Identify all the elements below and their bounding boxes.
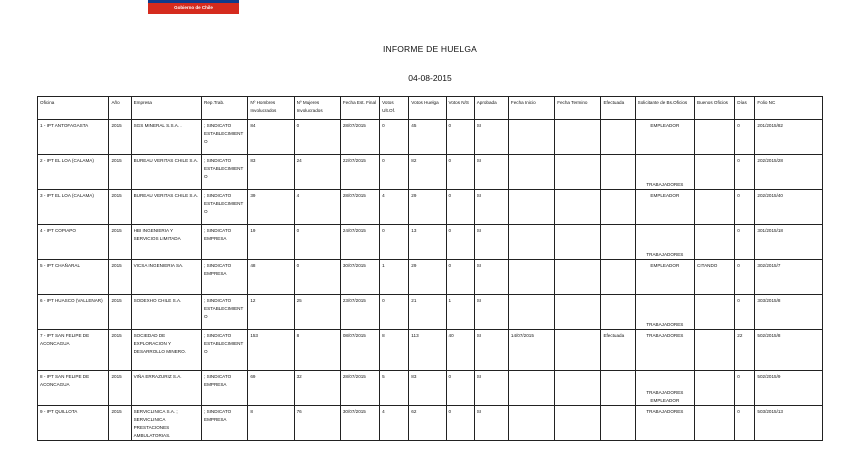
folio-cell: 502/2015/8 (755, 330, 823, 371)
table-row (38, 330, 823, 371)
empresa-cell: SERVICLINICA S.A. ; SERVICLINICA PRESTACIONES AMBULATORIAS. (131, 406, 201, 441)
dias-cell: 0 (735, 406, 755, 441)
anio-cell: 2015 (109, 155, 131, 190)
buenos-oficios-cell (695, 120, 735, 155)
mujeres-cell: 4 (294, 190, 340, 225)
fecha-termino-cell (555, 120, 601, 155)
anio-cell: 2015 (109, 371, 131, 406)
fecha-inicio-cell (508, 225, 554, 260)
efectuada-cell (601, 295, 635, 330)
mujeres-cell: 0 (294, 225, 340, 260)
table-row (38, 120, 823, 155)
buenos-oficios-cell: CITANDO (695, 260, 735, 295)
fecha-final-cell: 28/07/2015 (340, 120, 379, 155)
dias-cell: 0 (735, 225, 755, 260)
aprobada-cell: SI (474, 330, 508, 371)
fecha-termino-cell (555, 295, 601, 330)
votos-ult-cell: 0 (380, 155, 409, 190)
hombres-cell: 83 (248, 155, 294, 190)
mujeres-cell: 0 (294, 260, 340, 295)
dias-cell: 0 (735, 190, 755, 225)
votos-ns-cell: 0 (446, 225, 474, 260)
column-header: Buenos Oficios (695, 97, 735, 120)
column-header: Aprobada (474, 97, 508, 120)
hombres-cell: 39 (248, 190, 294, 225)
hombres-cell: 19 (248, 225, 294, 260)
fecha-final-cell: 30/07/2015 (340, 260, 379, 295)
aprobada-cell: SI (474, 120, 508, 155)
mujeres-cell: 76 (294, 406, 340, 441)
efectuada-cell (601, 406, 635, 441)
fecha-inicio-cell (508, 120, 554, 155)
rep-trab-cell: ; SINDICATO ESTABLECIMIENTO (202, 190, 248, 225)
mujeres-cell: 25 (294, 295, 340, 330)
table-row (38, 406, 823, 441)
folio-cell: 201/2015/82 (755, 120, 823, 155)
hombres-cell: 153 (248, 330, 294, 371)
folio-cell: 503/2015/13 (755, 406, 823, 441)
dias-cell: 0 (735, 120, 755, 155)
column-header: Votos N/S (446, 97, 474, 120)
solicitante-cell: TRABAJADORES (635, 225, 694, 260)
efectuada-cell (601, 155, 635, 190)
solicitante-cell: TRABAJADORES EMPLEADOR (635, 371, 694, 406)
oficina-cell: 1 - IPT ANTOFAGASTA (38, 120, 109, 155)
votos-ns-cell: 0 (446, 190, 474, 225)
anio-cell: 2015 (109, 330, 131, 371)
empresa-cell: SODEXHO CHILE S.A. (131, 295, 201, 330)
empresa-cell: BUREAU VERITAS CHILE S.A. (131, 155, 201, 190)
efectuada-cell (601, 120, 635, 155)
column-header: Nº Hombres Involucrados (248, 97, 294, 120)
column-header: Solicitante de Bs.Oficios (635, 97, 694, 120)
votos-huelga-cell: 45 (409, 120, 446, 155)
mujeres-cell: 8 (294, 330, 340, 371)
folio-cell: 202/2015/40 (755, 190, 823, 225)
table-row (38, 295, 823, 330)
anio-cell: 2015 (109, 295, 131, 330)
dias-cell: 0 (735, 155, 755, 190)
fecha-termino-cell (555, 155, 601, 190)
folio-cell: 301/2015/18 (755, 225, 823, 260)
oficina-cell: 9 - IPT QUILLOTA (38, 406, 109, 441)
votos-ult-cell: 1 (380, 260, 409, 295)
fecha-inicio-cell (508, 155, 554, 190)
oficina-cell: 6 - IPT HUASCO (VALLENAR) (38, 295, 109, 330)
fecha-inicio-cell (508, 190, 554, 225)
aprobada-cell: SI (474, 371, 508, 406)
efectuada-cell (601, 260, 635, 295)
table-row (38, 225, 823, 260)
votos-huelga-cell: 83 (409, 371, 446, 406)
column-header: Año (109, 97, 131, 120)
hombres-cell: 69 (248, 371, 294, 406)
empresa-cell: VICSA INGENIERIA SA. (131, 260, 201, 295)
aprobada-cell: SI (474, 406, 508, 441)
buenos-oficios-cell (695, 330, 735, 371)
anio-cell: 2015 (109, 225, 131, 260)
table-row (38, 260, 823, 295)
table-row (38, 190, 823, 225)
fecha-termino-cell (555, 371, 601, 406)
column-header: Empresa (131, 97, 201, 120)
solicitante-cell: TRABAJADORES (635, 155, 694, 190)
folio-cell: 502/2015/9 (755, 371, 823, 406)
fecha-termino-cell (555, 190, 601, 225)
fecha-final-cell: 08/07/2015 (340, 330, 379, 371)
column-header: Fecha Est. Final (340, 97, 379, 120)
rep-trab-cell: ; SINDICATO ESTABLECIMIENTO (202, 295, 248, 330)
efectuada-cell (601, 371, 635, 406)
rep-trab-cell: ; SINDICATO EMPRESA (202, 260, 248, 295)
solicitante-cell: TRABAJADORES (635, 295, 694, 330)
logo-text: Gobierno de Chile (174, 5, 213, 10)
votos-ns-cell: 0 (446, 406, 474, 441)
buenos-oficios-cell (695, 406, 735, 441)
table-row (38, 371, 823, 406)
fecha-final-cell: 22/07/2015 (340, 155, 379, 190)
report-title: INFORME DE HUELGA (382, 44, 478, 54)
folio-cell: 202/2015/28 (755, 155, 823, 190)
votos-huelga-cell: 29 (409, 190, 446, 225)
dias-cell: 0 (735, 260, 755, 295)
aprobada-cell: SI (474, 225, 508, 260)
efectuada-cell (601, 190, 635, 225)
buenos-oficios-cell (695, 225, 735, 260)
mujeres-cell: 0 (294, 120, 340, 155)
fecha-inicio-cell (508, 295, 554, 330)
solicitante-cell: TRABAJADORES (635, 330, 694, 371)
column-header: Días (735, 97, 755, 120)
column-header: Rep.Trab. (202, 97, 248, 120)
votos-ns-cell: 1 (446, 295, 474, 330)
buenos-oficios-cell (695, 295, 735, 330)
report-date: 04-08-2015 (408, 73, 452, 83)
votos-ns-cell: 0 (446, 260, 474, 295)
fecha-inicio-cell: 14/07/2015 (508, 330, 554, 371)
buenos-oficios-cell (695, 155, 735, 190)
oficina-cell: 3 - IPT EL LOA (CALAMA) (38, 190, 109, 225)
oficina-cell: 7 - IPT SAN FELIPE DE ACONCAGUA (38, 330, 109, 371)
fecha-termino-cell (555, 260, 601, 295)
anio-cell: 2015 (109, 190, 131, 225)
rep-trab-cell: ; SINDICATO ESTABLECIMIENTO (202, 330, 248, 371)
anio-cell: 2015 (109, 260, 131, 295)
fecha-final-cell: 24/07/2015 (340, 225, 379, 260)
mujeres-cell: 32 (294, 371, 340, 406)
votos-huelga-cell: 62 (409, 406, 446, 441)
solicitante-cell: EMPLEADOR (635, 260, 694, 295)
fecha-inicio-cell (508, 371, 554, 406)
oficina-cell: 8 - IPT SAN FELIPE DE ACONCAGUA (38, 371, 109, 406)
votos-ult-cell: 0 (380, 120, 409, 155)
fecha-final-cell: 30/07/2015 (340, 406, 379, 441)
fecha-termino-cell (555, 406, 601, 441)
aprobada-cell: SI (474, 260, 508, 295)
efectuada-cell: Efectuada (601, 330, 635, 371)
dias-cell: 22 (735, 330, 755, 371)
aprobada-cell: SI (474, 190, 508, 225)
table-header-row (38, 97, 823, 120)
votos-ns-cell: 0 (446, 371, 474, 406)
column-header: Votos Huelga (409, 97, 446, 120)
dias-cell: 0 (735, 371, 755, 406)
gobierno-logo (148, 0, 239, 14)
fecha-final-cell: 28/07/2015 (340, 371, 379, 406)
column-header: Efectuada (601, 97, 635, 120)
efectuada-cell (601, 225, 635, 260)
votos-ult-cell: 4 (380, 406, 409, 441)
column-header: Fecha Inicio (508, 97, 554, 120)
fecha-final-cell: 28/07/2015 (340, 190, 379, 225)
votos-ult-cell: 8 (380, 330, 409, 371)
votos-ns-cell: 0 (446, 155, 474, 190)
oficina-cell: 2 - IPT EL LOA (CALAMA) (38, 155, 109, 190)
column-header: Folio NC (755, 97, 823, 120)
solicitante-cell: TRABAJADORES (635, 406, 694, 441)
empresa-cell: SOCIEDAD DE EXPLORACION Y DESARROLLO MINERO. (131, 330, 201, 371)
votos-ult-cell: 0 (380, 225, 409, 260)
column-header: Fecha Termino (555, 97, 601, 120)
rep-trab-cell: ; SINDICATO ESTABLECIMIENTO (202, 120, 248, 155)
mujeres-cell: 24 (294, 155, 340, 190)
votos-huelga-cell: 82 (409, 155, 446, 190)
votos-ns-cell: 40 (446, 330, 474, 371)
folio-cell: 303/2015/8 (755, 295, 823, 330)
anio-cell: 2015 (109, 406, 131, 441)
votos-ult-cell: 5 (380, 371, 409, 406)
folio-cell: 302/2015/7 (755, 260, 823, 295)
hombres-cell: 12 (248, 295, 294, 330)
dias-cell: 0 (735, 295, 755, 330)
column-header: Oficina (38, 97, 109, 120)
rep-trab-cell: ; SINDICATO EMPRESA (202, 406, 248, 441)
empresa-cell: BUREAU VERITAS CHILE S.A. (131, 190, 201, 225)
solicitante-cell: EMPLEADOR (635, 190, 694, 225)
oficina-cell: 5 - IPT CHAÑARAL (38, 260, 109, 295)
hombres-cell: 84 (248, 120, 294, 155)
fecha-final-cell: 23/07/2015 (340, 295, 379, 330)
votos-ult-cell: 0 (380, 295, 409, 330)
table-row (38, 155, 823, 190)
rep-trab-cell: ; SINDICATO EMPRESA (202, 371, 248, 406)
votos-huelga-cell: 13 (409, 225, 446, 260)
empresa-cell: HBI INGENIERIA Y SERVICIOS LIMITADA (131, 225, 201, 260)
votos-huelga-cell: 29 (409, 260, 446, 295)
empresa-cell: SGS MINERAL S.S.A. . (131, 120, 201, 155)
buenos-oficios-cell (695, 190, 735, 225)
strike-report-table (37, 96, 823, 441)
hombres-cell: 8 (248, 406, 294, 441)
anio-cell: 2015 (109, 120, 131, 155)
oficina-cell: 4 - IPT COPIAPO (38, 225, 109, 260)
fecha-inicio-cell (508, 260, 554, 295)
buenos-oficios-cell (695, 371, 735, 406)
aprobada-cell: SI (474, 295, 508, 330)
solicitante-cell: EMPLEADOR (635, 120, 694, 155)
column-header: Nº Mujeres Involucrados (294, 97, 340, 120)
votos-ult-cell: 4 (380, 190, 409, 225)
hombres-cell: 48 (248, 260, 294, 295)
fecha-termino-cell (555, 225, 601, 260)
votos-huelga-cell: 113 (409, 330, 446, 371)
rep-trab-cell: ; SINDICATO ESTABLECIMIENTO (202, 155, 248, 190)
empresa-cell: VIÑA ERRAZURIZ S.A. (131, 371, 201, 406)
column-header: Votos Ult.Of. (380, 97, 409, 120)
votos-ns-cell: 0 (446, 120, 474, 155)
aprobada-cell: SI (474, 155, 508, 190)
rep-trab-cell: ; SINDICATO EMPRESA (202, 225, 248, 260)
fecha-inicio-cell (508, 406, 554, 441)
fecha-termino-cell (555, 330, 601, 371)
votos-huelga-cell: 21 (409, 295, 446, 330)
